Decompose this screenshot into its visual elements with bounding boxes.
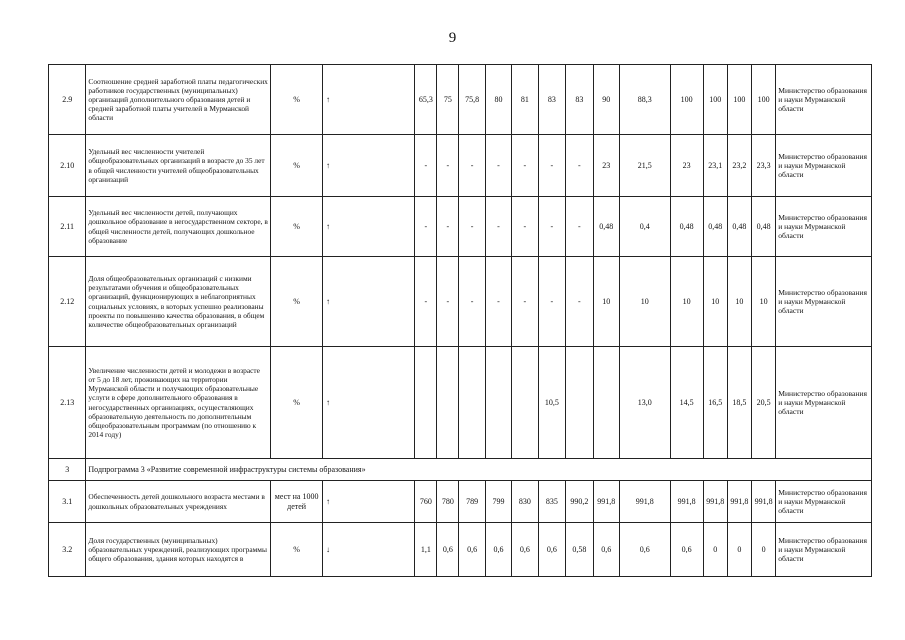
indicator-value: 0,48 (593, 197, 619, 257)
indicator-value: 0,6 (437, 523, 459, 577)
indicator-value (437, 347, 459, 459)
indicator-value: 90 (593, 65, 619, 135)
trend-direction-icon: ↑ (322, 347, 414, 459)
row-number: 2.11 (49, 197, 86, 257)
indicator-value (415, 347, 437, 459)
indicator-value: 23,2 (727, 135, 751, 197)
indicator-value: - (566, 257, 594, 347)
unit-of-measure: мест на 1000 детей (271, 481, 323, 523)
indicator-value: 0 (752, 523, 776, 577)
indicator-value: 65,3 (415, 65, 437, 135)
indicator-value: - (566, 135, 594, 197)
indicator-value: 0,48 (752, 197, 776, 257)
indicator-value: 0,6 (459, 523, 485, 577)
indicator-value: 21,5 (620, 135, 671, 197)
subprogram-number: 3 (49, 459, 86, 481)
table-row (49, 481, 872, 523)
indicator-value: 1,1 (415, 523, 437, 577)
indicator-value: 799 (485, 481, 511, 523)
indicator-value (459, 347, 485, 459)
indicator-name: Доля общеобразовательных организаций с низкими результатами обучения и общеобразовательных организаций, функционирующих в неблагоприятных социальных условиях, в которых успешно реализованы проекты по повышению качества образования, в общем количестве общеобразовательных организаций (86, 257, 271, 347)
indicator-value: 835 (538, 481, 566, 523)
indicator-value: 100 (670, 65, 703, 135)
trend-direction-icon: ↑ (322, 65, 414, 135)
indicator-value: 14,5 (670, 347, 703, 459)
row-number: 2.9 (49, 65, 86, 135)
indicator-value: 23,1 (703, 135, 727, 197)
indicator-value: 23 (670, 135, 703, 197)
indicator-value: 991,8 (703, 481, 727, 523)
indicator-value: - (538, 197, 566, 257)
page-number: 9 (448, 30, 457, 46)
indicator-value: 0,6 (538, 523, 566, 577)
subprogram-section (49, 459, 872, 481)
responsible-executor: Министерство образования и науки Мурманской области (776, 197, 872, 257)
indicator-value: 0,48 (670, 197, 703, 257)
trend-direction-icon: ↑ (322, 481, 414, 523)
indicator-value: 990,2 (566, 481, 594, 523)
indicator-value: 760 (415, 481, 437, 523)
indicator-value (593, 347, 619, 459)
indicator-value: 13,0 (620, 347, 671, 459)
indicator-value: 10,5 (538, 347, 566, 459)
indicator-value: 991,8 (593, 481, 619, 523)
indicator-value: 10 (670, 257, 703, 347)
indicator-value: 0,6 (670, 523, 703, 577)
indicator-value: - (485, 257, 511, 347)
subprogram-title: Подпрограмма 3 «Развитие современной инфраструктуры системы образования» (86, 459, 872, 481)
indicators-table (48, 64, 872, 577)
indicator-value: 18,5 (727, 347, 751, 459)
table-row (49, 523, 872, 577)
row-number: 3.2 (49, 523, 86, 577)
indicator-name: Доля государственных (муниципальных) образовательных учреждений, реализующих программы общего образования, здания которых находятся в (86, 523, 271, 577)
indicator-value: 0 (703, 523, 727, 577)
row-number: 2.12 (49, 257, 86, 347)
unit-of-measure: % (271, 135, 323, 197)
indicator-value: - (538, 135, 566, 197)
trend-direction-icon: ↑ (322, 197, 414, 257)
indicator-value: 16,5 (703, 347, 727, 459)
indicator-value: 830 (512, 481, 538, 523)
table-row (49, 135, 872, 197)
indicator-name: Соотношение средней заработной платы педагогических работников государственных (муниципальных) организаций дополнительного образования детей и средней заработной платы учителей в Мурманской области (86, 65, 271, 135)
indicator-value: - (512, 257, 538, 347)
indicator-value: 10 (752, 257, 776, 347)
indicator-value: - (459, 257, 485, 347)
indicator-value: 0 (727, 523, 751, 577)
indicator-value: 991,8 (670, 481, 703, 523)
indicator-name: Удельный вес численности детей, получающих дошкольное образование в негосударственном секторе, в общей численности детей, получающих дошкольное образование (86, 197, 271, 257)
responsible-executor: Министерство образования и науки Мурманской области (776, 257, 872, 347)
indicator-value: 75,8 (459, 65, 485, 135)
unit-of-measure: % (271, 65, 323, 135)
indicator-value: - (459, 197, 485, 257)
indicator-value: 81 (512, 65, 538, 135)
indicator-value: - (512, 135, 538, 197)
indicator-name: Удельный вес численности учителей общеобразовательных организаций в возрасте до 35 лет в общей численности учителей общеобразовательных организаций (86, 135, 271, 197)
table-row (49, 347, 872, 459)
trend-direction-icon: ↑ (322, 257, 414, 347)
table-body-bottom (49, 481, 872, 577)
indicator-value: 20,5 (752, 347, 776, 459)
row-number: 2.10 (49, 135, 86, 197)
indicator-value: 75 (437, 65, 459, 135)
indicator-value: 100 (727, 65, 751, 135)
indicator-value: 10 (703, 257, 727, 347)
indicator-value: - (437, 257, 459, 347)
table-body-top (49, 65, 872, 459)
indicator-value: - (485, 135, 511, 197)
trend-direction-icon: ↑ (322, 135, 414, 197)
unit-of-measure: % (271, 257, 323, 347)
indicator-value: - (437, 197, 459, 257)
indicator-value: 0,6 (620, 523, 671, 577)
indicator-value: - (459, 135, 485, 197)
indicator-value: - (566, 197, 594, 257)
indicator-value: 100 (752, 65, 776, 135)
indicator-value: 100 (703, 65, 727, 135)
indicator-value: 23,3 (752, 135, 776, 197)
unit-of-measure: % (271, 347, 323, 459)
indicator-value: 0,58 (566, 523, 594, 577)
responsible-executor: Министерство образования и науки Мурманской области (776, 65, 872, 135)
indicator-value: 991,8 (752, 481, 776, 523)
row-number: 3.1 (49, 481, 86, 523)
indicator-value: 83 (538, 65, 566, 135)
indicator-value (512, 347, 538, 459)
responsible-executor: Министерство образования и науки Мурманской области (776, 481, 872, 523)
indicator-value: 23 (593, 135, 619, 197)
responsible-executor: Министерство образования и науки Мурманской области (776, 135, 872, 197)
indicator-value: 0,6 (512, 523, 538, 577)
indicator-value: 10 (593, 257, 619, 347)
table-row (49, 257, 872, 347)
indicator-value: - (415, 135, 437, 197)
unit-of-measure: % (271, 197, 323, 257)
table-row (49, 197, 872, 257)
indicator-value: 88,3 (620, 65, 671, 135)
indicator-value: 0,6 (485, 523, 511, 577)
indicator-value: 780 (437, 481, 459, 523)
indicator-value (485, 347, 511, 459)
trend-direction-icon: ↓ (322, 523, 414, 577)
indicator-value: 991,8 (727, 481, 751, 523)
subprogram-row (49, 459, 872, 481)
indicator-value: 0,4 (620, 197, 671, 257)
indicator-value: - (485, 197, 511, 257)
indicator-value: 0,48 (727, 197, 751, 257)
unit-of-measure: % (271, 523, 323, 577)
indicator-name: Увеличение численности детей и молодежи в возрасте от 5 до 18 лет, проживающих на территории Мурманской области и получающих образовательные услуги в сфере дополнительного образования в негосударственных организациях, осуществляющих образовательную деятельность по дополнительным общеобразовательным программам (по отношению к 2014 году) (86, 347, 271, 459)
indicator-value: - (437, 135, 459, 197)
responsible-executor: Министерство образования и науки Мурманской области (776, 523, 872, 577)
indicator-value: 0,6 (593, 523, 619, 577)
row-number: 2.13 (49, 347, 86, 459)
indicator-value: 83 (566, 65, 594, 135)
indicator-value: - (415, 197, 437, 257)
table-row (49, 65, 872, 135)
indicator-value: - (538, 257, 566, 347)
indicator-value: 10 (727, 257, 751, 347)
responsible-executor: Министерство образования и науки Мурманской области (776, 347, 872, 459)
indicator-value: 789 (459, 481, 485, 523)
indicator-name: Обеспеченность детей дошкольного возраста местами в дошкольных образовательных учреждениях (86, 481, 271, 523)
indicator-value: - (415, 257, 437, 347)
indicator-value: 991,8 (620, 481, 671, 523)
indicator-value: 80 (485, 65, 511, 135)
indicator-value: - (512, 197, 538, 257)
indicator-value (566, 347, 594, 459)
indicator-value: 10 (620, 257, 671, 347)
indicator-value: 0,48 (703, 197, 727, 257)
